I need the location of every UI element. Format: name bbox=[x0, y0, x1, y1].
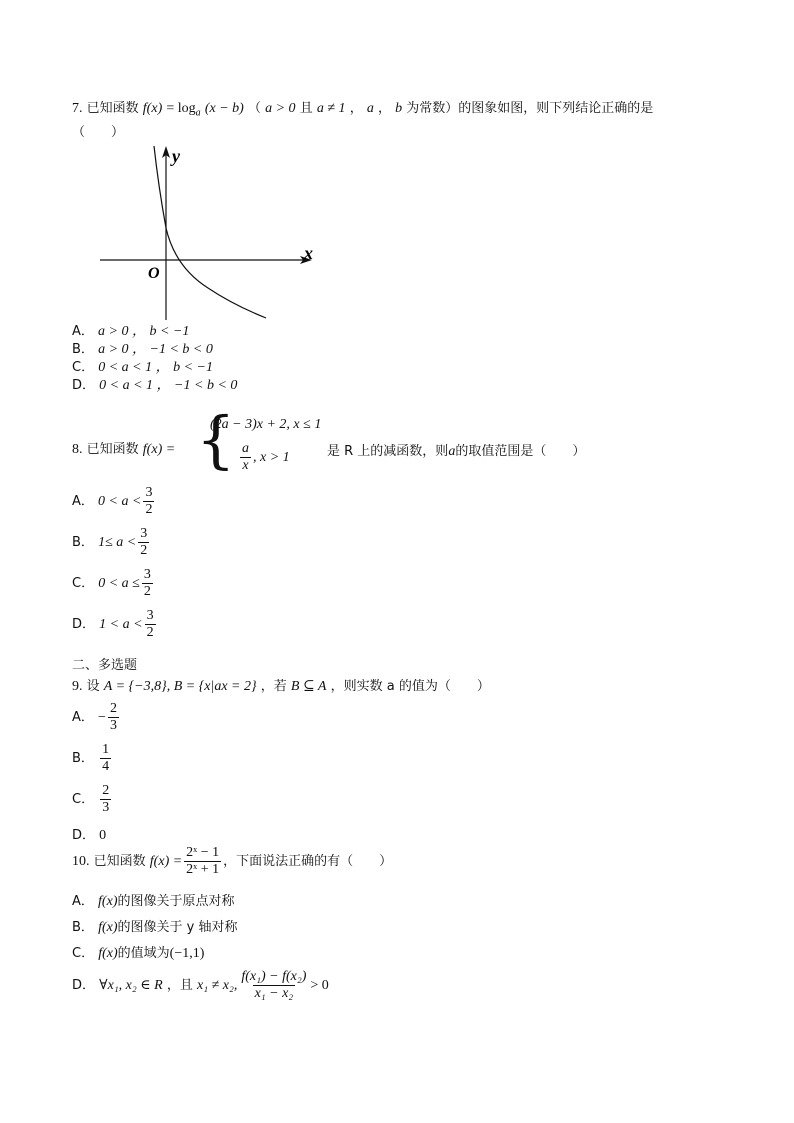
option-func: f(x) bbox=[98, 920, 118, 935]
option-mid: ，且 bbox=[166, 978, 193, 993]
q7-log: = log bbox=[166, 101, 196, 116]
option-label: B． bbox=[72, 920, 94, 935]
option-pre: ∀x₁, x₂ ∈ R bbox=[99, 978, 163, 993]
option-label: D． bbox=[72, 617, 96, 632]
q10-denominator: 2ˣ + 1 bbox=[186, 862, 220, 877]
option-func: f(x) bbox=[98, 946, 118, 961]
option-text: 的图像关于原点对称 bbox=[117, 894, 235, 909]
frac-num: 3 bbox=[143, 567, 151, 582]
question-9-stem bbox=[72, 675, 490, 695]
frac-den: 3 bbox=[102, 800, 110, 815]
q8-prefix: 已知函数 bbox=[86, 442, 139, 457]
option-label: C． bbox=[72, 946, 95, 961]
q7-cond-1: a > 0 bbox=[265, 101, 296, 116]
q9-option-b[interactable] bbox=[72, 743, 113, 774]
q7-answer-paren: （ ） bbox=[72, 125, 125, 140]
frac-num: 3 bbox=[140, 526, 148, 541]
q8-brace: { bbox=[196, 403, 236, 476]
q7-comma-1: ， bbox=[349, 101, 363, 116]
q7-prefix: 已知函数 bbox=[86, 101, 139, 116]
q10-prefix: 已知函数 bbox=[93, 854, 146, 869]
frac-num: 1 bbox=[102, 742, 110, 757]
q8-number: 8. bbox=[72, 442, 83, 457]
frac-den: 3 bbox=[109, 718, 117, 733]
q8-case-1: (2a − 3)x + 2, x ≤ 1 bbox=[210, 417, 322, 432]
q7-var-a: a bbox=[366, 101, 374, 116]
q7-option-a[interactable] bbox=[72, 320, 189, 340]
option-left: 1≤ a < bbox=[98, 535, 137, 550]
q7-log-arg: (x − b) bbox=[204, 101, 244, 116]
x-axis-label: x bbox=[304, 243, 313, 263]
frac-num: 2 bbox=[109, 701, 117, 716]
q9-number: 9. bbox=[72, 679, 83, 694]
option-label: B． bbox=[72, 751, 94, 766]
q7-var-b: b bbox=[395, 101, 403, 116]
q7-comma-2: ， bbox=[377, 101, 391, 116]
q9-subset: B ⊆ A bbox=[290, 679, 327, 694]
option-label: C． bbox=[72, 576, 95, 591]
option-text: 0 < a < 1 ， b < −1 bbox=[98, 360, 214, 375]
q7-function: f(x) bbox=[142, 101, 163, 116]
q9-option-d[interactable] bbox=[72, 824, 106, 844]
frac-num: f(x₁) − f(x₂) bbox=[241, 969, 307, 984]
option-label: A． bbox=[72, 494, 94, 509]
question-8-stem bbox=[72, 438, 175, 458]
option-text: 0 < a < 1 ， −1 < b < 0 bbox=[99, 378, 238, 393]
option-text: 的值域为 bbox=[117, 946, 170, 961]
q8-suffix-2: 的取值范围是（ ） bbox=[455, 444, 586, 459]
q9-option-a[interactable] bbox=[72, 702, 121, 733]
option-range: (−1,1) bbox=[169, 946, 205, 961]
q8-option-b[interactable] bbox=[72, 527, 151, 558]
option-label: A． bbox=[72, 324, 94, 339]
option-label: A． bbox=[72, 894, 94, 909]
q9-option-c[interactable] bbox=[72, 784, 113, 815]
frac-den: 2 bbox=[146, 625, 154, 640]
question-10-stem bbox=[72, 846, 392, 877]
q9-mid: ，若 bbox=[260, 679, 287, 694]
q10-numerator: 2ˣ − 1 bbox=[186, 845, 220, 860]
q10-option-b[interactable] bbox=[72, 916, 237, 936]
frac-den: 2 bbox=[143, 584, 151, 599]
section-heading-multiple-choice: 二、多选题 bbox=[72, 658, 138, 673]
q7-option-c[interactable] bbox=[72, 356, 213, 376]
option-label: D． bbox=[72, 378, 96, 393]
option-func: f(x) bbox=[98, 894, 118, 909]
q7-graph bbox=[96, 142, 320, 324]
q8-case2-cond: , x > 1 bbox=[253, 450, 290, 465]
q9-pre: 设 bbox=[86, 679, 100, 694]
q8-case2-den: x bbox=[242, 458, 249, 473]
q10-option-d[interactable] bbox=[72, 970, 329, 1001]
q8-suffix bbox=[327, 440, 585, 460]
option-label: B． bbox=[72, 535, 94, 550]
q7-option-b[interactable] bbox=[72, 338, 213, 358]
frac-den: 4 bbox=[102, 759, 110, 774]
q7-cond-2: a ≠ 1 bbox=[316, 101, 346, 116]
option-text: a > 0 ， b < −1 bbox=[98, 324, 190, 339]
q8-case2-num: a bbox=[242, 441, 249, 456]
q7-cond-open: （ bbox=[247, 101, 261, 116]
q9-sets: A = {−3,8}, B = {x|ax = 2} bbox=[103, 679, 257, 694]
origin-label: O bbox=[148, 265, 160, 282]
option-text: 的图像关于 y 轴对称 bbox=[117, 920, 238, 935]
q8-suffix-1: 是 R 上的减函数，则 bbox=[327, 444, 449, 459]
q10-option-c[interactable] bbox=[72, 942, 204, 962]
q7-const: 为常数）的图象如图，则下列结论正确的是 bbox=[406, 101, 654, 116]
option-text: 0 bbox=[99, 828, 107, 843]
log-curve bbox=[154, 146, 266, 318]
option-left: 0 < a < bbox=[98, 494, 142, 509]
frac-num: 3 bbox=[145, 485, 153, 500]
q8-option-d[interactable] bbox=[72, 609, 158, 640]
option-left: 1 < a < bbox=[99, 617, 143, 632]
option-label: D． bbox=[72, 978, 96, 993]
frac-den: 2 bbox=[145, 502, 153, 517]
option-post: > 0 bbox=[310, 978, 329, 993]
q10-number: 10. bbox=[72, 854, 90, 869]
q8-option-c[interactable] bbox=[72, 568, 155, 599]
option-sign: − bbox=[98, 710, 106, 725]
q8-option-a[interactable] bbox=[72, 486, 156, 517]
q10-option-a[interactable] bbox=[72, 890, 235, 910]
option-label: C． bbox=[72, 792, 95, 807]
q7-and: 且 bbox=[299, 101, 313, 116]
question-7-stem bbox=[72, 97, 653, 119]
q10-function: f(x) = bbox=[149, 854, 183, 869]
option-cond: x₁ ≠ x₂, bbox=[196, 978, 238, 993]
option-label: C． bbox=[72, 360, 95, 375]
option-left: 0 < a ≤ bbox=[98, 576, 140, 591]
q10-suffix: ，下面说法正确的有（ ） bbox=[223, 854, 393, 869]
option-label: D． bbox=[72, 828, 96, 843]
frac-den: x₁ − x₂ bbox=[254, 986, 294, 1001]
q9-post: ，则实数 a 的值为（ ） bbox=[330, 679, 490, 694]
q8-function: f(x) = bbox=[142, 442, 176, 457]
frac-num: 2 bbox=[102, 783, 110, 798]
q8-case-2 bbox=[238, 442, 290, 473]
frac-num: 3 bbox=[146, 608, 154, 623]
y-axis-label: y bbox=[172, 146, 180, 166]
q7-log-base: a bbox=[195, 107, 201, 119]
option-label: A． bbox=[72, 710, 94, 725]
option-label: B． bbox=[72, 342, 94, 357]
q7-number: 7. bbox=[72, 101, 83, 116]
q8-var: a bbox=[448, 444, 456, 459]
option-text: a > 0 ， −1 < b < 0 bbox=[98, 342, 213, 357]
q7-option-d[interactable] bbox=[72, 374, 237, 394]
frac-den: 2 bbox=[140, 543, 148, 558]
